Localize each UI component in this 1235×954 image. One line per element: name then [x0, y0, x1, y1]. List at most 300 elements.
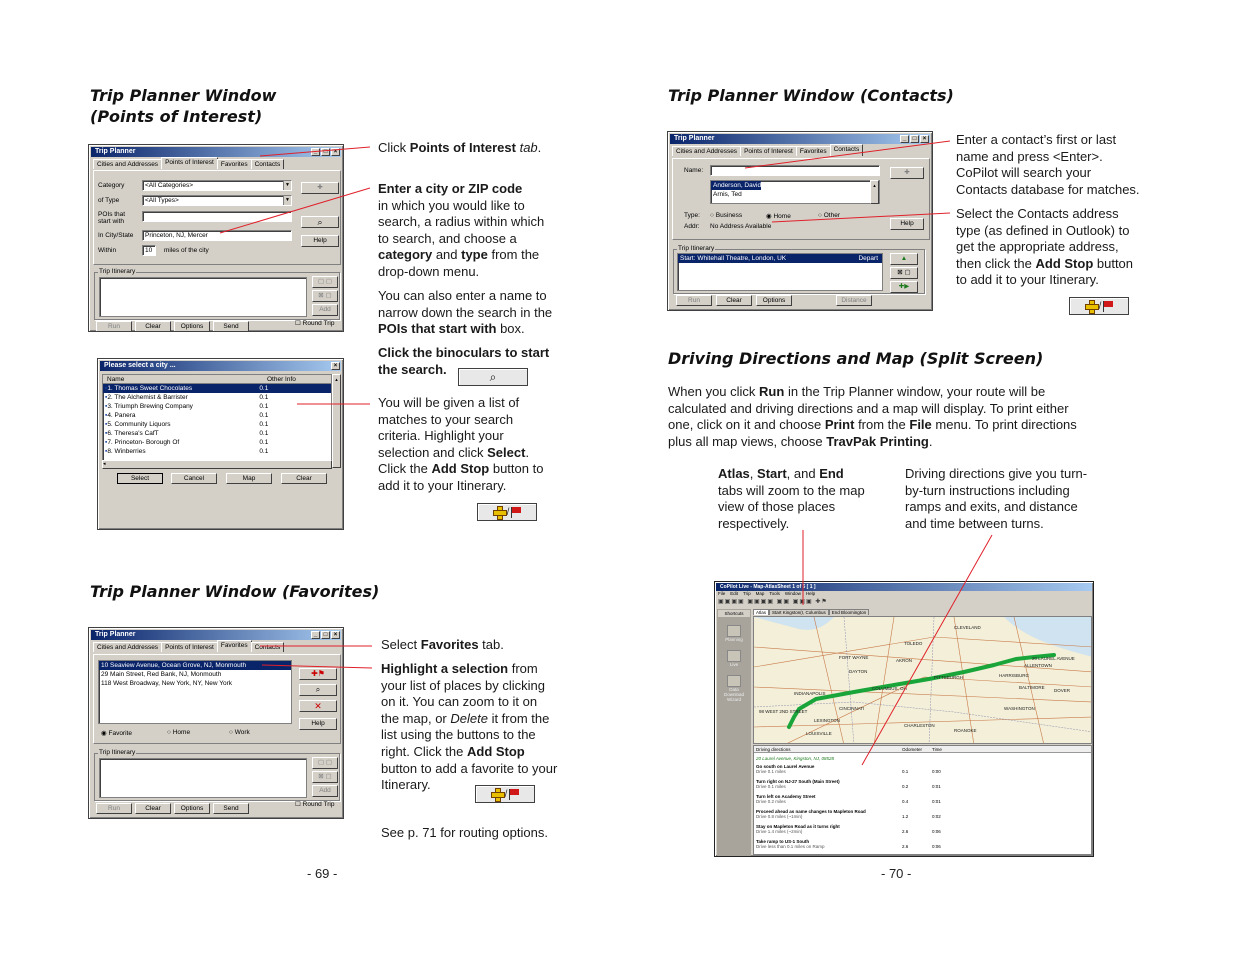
tab-favorites[interactable]: Favorites	[217, 159, 252, 169]
live-icon	[727, 650, 741, 662]
direction-head: Turn left on Academy Street	[756, 794, 816, 799]
maximize-icon[interactable]: □	[910, 135, 919, 143]
send-button[interactable]	[213, 803, 249, 814]
direction-time: 0:06	[932, 829, 941, 834]
list-item[interactable]	[103, 411, 331, 420]
close-icon[interactable]: ×	[331, 631, 340, 639]
direction-odometer: 0.1	[902, 769, 909, 774]
list-item[interactable]	[103, 429, 331, 438]
direction-time: 0:00	[932, 769, 941, 774]
contacts-list[interactable]	[710, 180, 880, 204]
fav-tabs	[93, 642, 283, 652]
city-input[interactable]	[142, 230, 292, 241]
options-label: Options	[180, 805, 204, 812]
tab-cities-addresses[interactable]: Cities and Addresses	[672, 146, 741, 156]
direction-row[interactable]	[754, 764, 1091, 774]
dir-col-time: Time	[932, 747, 942, 752]
sidebar-download-label: Data Download Wizard	[723, 687, 744, 702]
itinerary-tools[interactable]: ▢ ▢	[312, 276, 338, 288]
copilot-window	[714, 581, 1094, 857]
type-label: of Type	[98, 197, 120, 204]
copilot-sidebar	[717, 609, 751, 856]
directions-panel[interactable]	[753, 745, 1092, 855]
radio-favorite-label: Favorite	[108, 730, 132, 737]
round-trip-label: Round Trip	[302, 320, 335, 327]
direction-head: Stay on Mapleton Road as it turns right	[756, 824, 840, 829]
close-icon[interactable]: ×	[331, 148, 340, 156]
binoculars-button[interactable]	[301, 216, 339, 228]
map-label: DOVER	[1054, 688, 1071, 693]
download-icon	[727, 675, 741, 687]
distance-button[interactable]	[836, 295, 872, 306]
radio-home-label: Home	[773, 213, 791, 220]
run-label: Run	[108, 805, 120, 812]
map-label: 98 WEST 2ND STREET	[759, 709, 808, 714]
sidebar-live-label: Live	[729, 662, 739, 667]
copilot-titlebar	[716, 583, 1092, 591]
driving-heading: Driving Directions and Map (Split Screen)	[668, 349, 1044, 368]
radio-work[interactable]: ○ Work	[229, 729, 250, 736]
radio-business[interactable]: ○ Business	[710, 212, 743, 219]
city-label: In City/State	[98, 232, 134, 239]
menu-item[interactable]: Map	[755, 591, 765, 596]
itinerary-list[interactable]	[99, 758, 307, 798]
poi-icon: ▪	[105, 448, 108, 455]
miles-label: miles of the city	[164, 247, 209, 254]
tab-favorites[interactable]: Favorites	[796, 146, 831, 156]
maximize-icon[interactable]: □	[321, 631, 330, 639]
fav-window-title: Trip Planner	[95, 631, 136, 638]
direction-sub: Drive 0.8 miles (~1min)	[756, 814, 803, 819]
direction-sub: Drive 0.1 miles	[756, 769, 786, 774]
city-select-title: Please select a city ...	[104, 362, 176, 369]
minimize-icon[interactable]: _	[311, 148, 320, 156]
poi-heading	[90, 85, 276, 127]
direction-time: 0:01	[932, 784, 941, 789]
tab-contacts[interactable]: Contacts	[251, 159, 285, 169]
pois-start-with-input[interactable]	[142, 211, 292, 222]
poi-name-text: You can also enter a name to narrow down the search in the POIs that start with box.	[378, 288, 553, 337]
fav-select-text: Select Favorites tab.	[381, 637, 504, 652]
turn-text: Driving directions give you turn- by-turn instructions including ramps and exits, and distance and time between turns.	[905, 466, 1088, 531]
poi-info: 0.1	[259, 421, 269, 428]
col-info: Other Info	[267, 376, 296, 383]
map-tab[interactable]: Atlas	[753, 609, 769, 615]
map-button[interactable]	[226, 473, 272, 484]
select-button[interactable]	[117, 473, 163, 484]
radio-home-label: Home	[172, 729, 191, 736]
flag-icon	[509, 789, 519, 800]
cancel-label: Cancel	[183, 475, 205, 482]
itinerary-list[interactable]	[677, 253, 883, 291]
add-button[interactable]	[312, 785, 338, 797]
see-page-text: See p. 71 for routing options.	[381, 825, 548, 840]
sidebar-live[interactable]	[717, 650, 751, 667]
page-number-left: - 69 -	[307, 866, 338, 881]
poi-info: 0.1	[259, 448, 269, 455]
binoculars-text: Click the binoculars to start the search.	[378, 345, 550, 377]
contact-row[interactable]: Anderson, David	[713, 182, 762, 189]
direction-row[interactable]	[754, 779, 1091, 789]
col-name: Name	[107, 376, 125, 383]
poi-info: 0.1	[259, 439, 269, 446]
radio-work-label: Work	[234, 729, 250, 736]
direction-head: Go south on Laurel Avenue	[756, 764, 815, 769]
contacts-scrollbar[interactable]: ▴	[870, 180, 879, 204]
poi-icon: ▪	[105, 394, 108, 401]
zoom-icon: ⌕	[315, 685, 321, 694]
itinerary-row[interactable]	[678, 254, 882, 263]
map-label: LEXINGTON	[814, 718, 840, 723]
list-item[interactable]	[103, 420, 331, 429]
poi-name: 2. The Alchemist & Barrister	[107, 394, 188, 401]
plus-icon	[493, 506, 505, 518]
map-label: ALLENTOWN	[1024, 663, 1052, 668]
maximize-icon[interactable]: □	[321, 148, 330, 156]
contact-type-label: Type:	[684, 212, 700, 219]
add-label: Add	[319, 787, 331, 794]
clear-list-label: Clear	[296, 475, 312, 482]
list-item[interactable]: 118 West Broadway, New York, NY, New York	[101, 680, 233, 687]
radio-other-label: Other	[823, 212, 840, 219]
chevron-down-icon[interactable]: ▼	[283, 196, 291, 205]
poi-info: 0.1	[259, 403, 269, 410]
fav-rows	[99, 661, 291, 688]
city-select-window	[97, 358, 344, 530]
itinerary-delete[interactable]: ⊠ ▢	[890, 267, 918, 279]
tab-contacts[interactable]: Contacts	[251, 642, 285, 652]
city-rows	[103, 384, 331, 456]
radio-favorite[interactable]: ◉ Favorite	[101, 730, 132, 737]
contacts-window	[667, 131, 933, 311]
tab-favorites[interactable]: Favorites	[217, 640, 252, 652]
within-label: Within	[98, 247, 117, 254]
direction-odometer: 0.4	[902, 799, 909, 804]
sidebar-planning-label: Planning	[725, 637, 743, 642]
poi-tabs	[93, 159, 283, 169]
menu-item[interactable]: File	[718, 591, 726, 596]
list-item[interactable]	[103, 438, 331, 447]
favorites-window	[88, 627, 344, 819]
clear-button[interactable]	[135, 803, 171, 814]
fav-titlebar	[91, 630, 341, 640]
planning-icon	[727, 625, 741, 637]
poi-name: 4. Panera	[107, 412, 136, 419]
category-select[interactable]	[142, 180, 292, 191]
category-label: Category	[98, 182, 125, 189]
map-tab[interactable]: Start Kingston(I, Columbus	[769, 609, 829, 615]
map-label: Map	[242, 475, 256, 482]
add-stop-sample-3: /	[1069, 297, 1129, 315]
map-label: CLEVELAND	[954, 625, 981, 630]
close-icon[interactable]: ×	[920, 135, 929, 143]
menu-item[interactable]: Window	[784, 591, 801, 596]
clear-label: Clear	[145, 805, 161, 812]
menu-item[interactable]: Tools	[769, 591, 780, 596]
run-button[interactable]	[96, 803, 132, 814]
help-button[interactable]	[301, 235, 339, 247]
list-item[interactable]: 29 Main Street, Red Bank, NJ, Monmouth	[101, 671, 222, 678]
poi-info: 0.1	[259, 430, 269, 437]
name-label: Name:	[684, 167, 704, 174]
flag-icon	[1103, 301, 1113, 312]
list-item[interactable]	[103, 447, 331, 456]
poi-name: 6. Theresa's CafT	[107, 430, 159, 437]
direction-time: 0:01	[932, 799, 941, 804]
zoom-button[interactable]	[299, 684, 337, 696]
direction-row[interactable]	[754, 809, 1091, 819]
menu-item[interactable]: Trip	[743, 591, 751, 596]
tab-points-of-interest[interactable]: Points of Interest	[161, 642, 218, 652]
clear-list-button[interactable]	[281, 473, 327, 484]
binoculars-icon: ⌕	[317, 217, 323, 227]
poi-heading-line1: Trip Planner Window	[90, 86, 277, 105]
menu-item[interactable]: Help	[805, 591, 816, 596]
tab-points-of-interest[interactable]: Points of Interest	[161, 157, 218, 169]
direction-time: 0:06	[932, 844, 941, 849]
sidebar-download[interactable]	[717, 675, 751, 702]
poi-name: 8. Winberries	[107, 448, 146, 455]
copilot-toolbar[interactable]: ▣▣▣▣ ▣▣▣▣ ▣▣ ▣▣▣ ✚⚑	[718, 599, 828, 605]
addr-label: Addr:	[684, 223, 700, 230]
route-map[interactable]	[753, 616, 1092, 744]
direction-row[interactable]	[754, 794, 1091, 804]
copilot-title: CoPilot Live - Map-AtlasSheet 1 of 6 [ 1 ]	[720, 584, 816, 590]
poi-info: 0.1	[259, 412, 269, 419]
clear-label: Clear	[145, 323, 161, 330]
map-label: 20 LAUREL AVENUE	[1032, 656, 1075, 661]
tab-points-of-interest[interactable]: Points of Interest	[740, 146, 797, 156]
delete-button[interactable]	[299, 700, 337, 712]
list-item[interactable]	[103, 402, 331, 411]
contact-text: Enter a contact’s first or last name and press <Enter>. CoPilot will search your Contacts database for matches.	[956, 132, 1140, 197]
close-icon[interactable]: ×	[331, 362, 340, 370]
clear-button[interactable]	[716, 295, 752, 306]
options-button[interactable]	[174, 803, 210, 814]
sidebar-planning[interactable]	[717, 625, 751, 642]
plus-icon	[491, 788, 503, 800]
direction-sub: Drive 1.4 miles (~2min)	[756, 829, 803, 834]
minimize-icon[interactable]: _	[900, 135, 909, 143]
contacts-tabs	[672, 146, 862, 156]
driving-intro-text: When you click Run in the Trip Planner window, your route will be calculated and driving directions and a map will display. To print either one, click on it and choose Print from the File menu. To print directions plus all map views, choose TravPak Printing.	[668, 384, 1077, 449]
poi-titlebar	[91, 147, 341, 157]
poi-icon: ▪	[105, 403, 108, 410]
radio-home[interactable]: ○ Home	[167, 729, 191, 736]
poi-enter-city-text: Enter a city or ZIP code in which you would like to search, a radius within which to search, and choose a category and type from the drop-down menu.	[378, 181, 545, 279]
poi-name: 3. Triumph Brewing Company	[107, 403, 193, 410]
options-label: Options	[180, 323, 204, 330]
add-stop-icon: ✚⚑	[311, 669, 325, 678]
select-label: Select	[130, 475, 150, 482]
map-label: PITTSBURGH	[934, 675, 964, 680]
send-label: Send	[223, 323, 239, 330]
run-button[interactable]	[676, 295, 712, 306]
contacts-titlebar	[670, 134, 930, 144]
options-button[interactable]	[174, 321, 210, 332]
options-button[interactable]	[756, 295, 792, 306]
direction-row[interactable]	[754, 839, 1091, 849]
add-stop-sample-2: /	[475, 785, 535, 803]
itinerary-tools[interactable]: ▢ ▢	[312, 757, 338, 769]
poi-icon: ▪	[105, 412, 108, 419]
type-value: <All Types>	[145, 197, 179, 204]
help-label: Help	[313, 237, 327, 244]
list-item[interactable]: 10 Seaview Avenue, Ocean Grove, NJ, Monmouth	[99, 661, 291, 670]
radio-home[interactable]: ◉ Home	[766, 213, 791, 220]
direction-time: 0:02	[932, 814, 941, 819]
tab-cities-addresses[interactable]: Cities and Addresses	[93, 159, 162, 169]
matches-text: You will be given a list of matches to your search criteria. Highlight your selection and click Select. Click the Add Stop button to add it to your Itinerary.	[378, 395, 544, 493]
direction-sub: Drive 0.2 miles	[756, 799, 786, 804]
direction-odometer: 0.2	[902, 784, 909, 789]
chevron-down-icon[interactable]: ▼	[283, 181, 291, 190]
help-label: Help	[900, 220, 914, 227]
round-trip-checkbox[interactable]: ☐ Round Trip	[295, 801, 335, 808]
pois-label-2: start with	[98, 218, 125, 225]
horizontal-scrollbar[interactable]: ◂	[102, 460, 332, 469]
type-select[interactable]	[142, 195, 292, 206]
favorites-list[interactable]	[98, 660, 292, 724]
city-results-list[interactable]	[102, 374, 332, 468]
clear-label: Clear	[726, 297, 742, 304]
round-trip-label: Round Trip	[302, 801, 335, 808]
minimize-icon[interactable]: _	[311, 631, 320, 639]
help-label: Help	[311, 720, 325, 727]
contact-row[interactable]: Arnis, Ted	[713, 191, 742, 198]
map-label: BALTIMORE	[1019, 685, 1045, 690]
poi-info: 0.1	[259, 394, 269, 401]
contacts-window-title: Trip Planner	[674, 135, 715, 142]
add-stop-button[interactable]	[299, 668, 337, 680]
atlas-text: Atlas, Start, and End tabs will zoom to the map view of those places respectively.	[718, 466, 865, 531]
poi-icon: ▪	[105, 439, 108, 446]
plus-icon	[1085, 300, 1097, 312]
clear-button[interactable]	[135, 321, 171, 332]
itinerary-caption: Trip Itinerary	[99, 268, 136, 275]
radio-other[interactable]: ○ Other	[818, 212, 840, 219]
route-map-svg	[754, 617, 1092, 744]
direction-odometer: 1.2	[902, 814, 909, 819]
itinerary-list[interactable]	[99, 277, 307, 317]
map-tab[interactable]: End Bloomington	[829, 609, 869, 615]
map-label: INDIANAPOLIS	[794, 691, 826, 696]
itinerary-caption: Trip Itinerary	[678, 245, 715, 252]
send-label: Send	[223, 805, 239, 812]
direction-head: Proceed ahead as name changes to Mapleton Road	[756, 809, 866, 814]
city-select-titlebar	[100, 361, 341, 371]
itinerary-delete[interactable]: ⊠ ▢	[312, 771, 338, 783]
help-button[interactable]	[299, 718, 337, 730]
map-label: AKRON	[896, 658, 913, 663]
map-label: DAYTON	[849, 669, 868, 674]
itinerary-action: Depart	[858, 255, 878, 262]
add-stop-icon: ✚▶	[898, 283, 910, 290]
send-button[interactable]	[213, 321, 249, 332]
direction-head: Take ramp to US-1 South	[756, 839, 810, 844]
binoculars-sample-button	[458, 368, 528, 386]
contact-type-text: Select the Contacts address type (as defined in Outlook) to get the appropriate address, then click the Add Stop button to add it to your Itinerary.	[956, 206, 1134, 288]
map-label: ROANOKE	[954, 728, 977, 733]
page-number-right: - 70 -	[881, 866, 912, 881]
poi-name: 7. Princeton- Borough Of	[107, 439, 180, 446]
add-stop-sample-1: /	[477, 503, 537, 521]
contact-name-input[interactable]	[710, 165, 880, 176]
list-item[interactable]	[103, 384, 331, 393]
poi-icon: ▪	[105, 385, 108, 392]
add-itinerary-button[interactable]	[890, 281, 918, 293]
map-tabs	[753, 609, 869, 615]
round-trip-checkbox[interactable]: ☐ Round Trip	[295, 320, 335, 327]
dir-col-directions: Driving directions	[756, 747, 791, 752]
add-stop-disabled-button[interactable]: ✚	[890, 167, 924, 179]
run-label: Run	[108, 323, 120, 330]
direction-sub: Drive 0.1 miles	[756, 784, 786, 789]
map-label: TOLEDO	[904, 641, 923, 646]
map-label: FORT WAYNE	[839, 655, 869, 660]
dir-start: 20 Laurel Avenue, Kingston, NJ, 08528	[756, 756, 835, 761]
directions-header	[754, 746, 1091, 753]
within-value: 10	[145, 247, 153, 254]
contacts-heading: Trip Planner Window (Contacts)	[668, 86, 954, 105]
category-value: <All Categories>	[145, 182, 194, 189]
direction-row[interactable]	[754, 824, 1091, 834]
cancel-button[interactable]	[171, 473, 217, 484]
map-label: CHARLESTON	[904, 723, 935, 728]
add-button[interactable]	[312, 304, 338, 316]
itinerary-delete[interactable]: ⊠ ▢	[312, 290, 338, 302]
map-label: HARRISBURG	[999, 673, 1030, 678]
dir-col-odometer: Odometer	[902, 747, 923, 752]
run-button[interactable]	[96, 321, 132, 332]
map-label: COLUMBUS, OH	[872, 686, 907, 691]
binoculars-icon: ⌕	[489, 370, 497, 384]
flag-icon	[511, 507, 521, 518]
itinerary-start: Start: Whitehall Theatre, London, UK	[680, 255, 787, 262]
options-label: Options	[762, 297, 786, 304]
city-value: Princeton, NJ, Mercer	[145, 232, 208, 239]
delete-icon: ✕	[314, 701, 322, 711]
tab-cities-addresses[interactable]: Cities and Addresses	[93, 642, 162, 652]
add-stop-disabled-button[interactable]: ✚	[301, 182, 339, 194]
menu-item[interactable]: Edit	[730, 591, 739, 596]
help-button[interactable]	[890, 218, 924, 230]
arrow-up-icon: ▲	[900, 255, 908, 262]
move-up-button[interactable]	[890, 253, 918, 265]
map-label: WASHINGTON	[1004, 706, 1035, 711]
poi-click-tab-text: Click Points of Interest tab.	[378, 140, 542, 155]
map-label: LOUISVILLE	[806, 731, 832, 736]
poi-heading-line2: (Points of Interest)	[90, 107, 263, 126]
pois-label-1: POIs that	[98, 211, 126, 218]
within-input[interactable]	[142, 245, 156, 256]
vertical-scrollbar[interactable]: ▴	[332, 374, 341, 468]
dir-rows	[754, 764, 1091, 849]
sidebar-shortcuts[interactable]: Shortcuts	[718, 610, 750, 617]
poi-icon: ▪	[105, 430, 108, 437]
tab-contacts[interactable]: Contacts	[830, 144, 864, 156]
favorites-heading: Trip Planner Window (Favorites)	[90, 582, 380, 601]
direction-head: Turn right on NJ-27 South (Main Street)	[756, 779, 840, 784]
add-label: Add	[319, 306, 331, 313]
copilot-menubar	[718, 591, 815, 596]
direction-sub: Drive less than 0.1 miles on Ramp	[756, 844, 825, 849]
radio-business-label: Business	[715, 212, 743, 219]
poi-icon: ▪	[105, 421, 108, 428]
results-header	[103, 375, 331, 384]
list-item[interactable]	[103, 393, 331, 402]
poi-name: 5. Community Liquors	[107, 421, 171, 428]
